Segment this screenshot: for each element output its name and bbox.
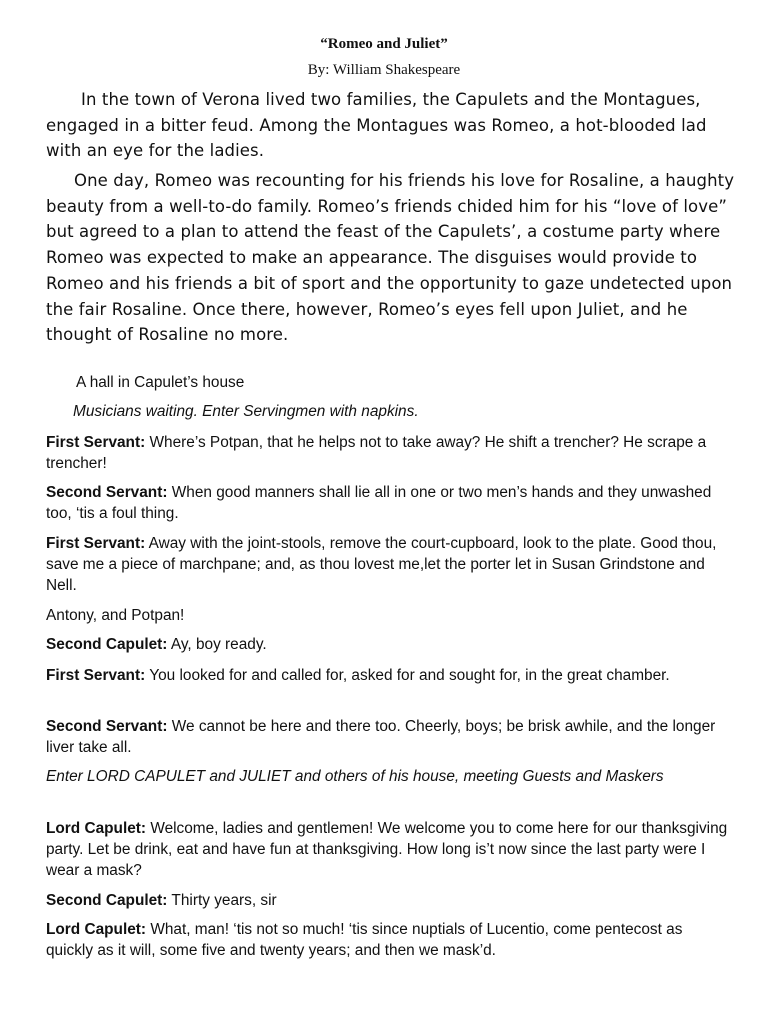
dialogue-text: Where’s Potpan, that he helps not to take away? He shift a trencher? He scrape a trencher! bbox=[46, 434, 707, 472]
dialogue-text: Welcome, ladies and gentlemen! We welcome you to come here for our thanksgiving party. Let be drink, eat and have fun at thanksgiving. How long is’t now since the last party were I wear a mask? bbox=[46, 820, 728, 879]
dialogue-line bbox=[46, 716, 731, 758]
stage-direction: Musicians waiting. Enter Servingmen with napkins. bbox=[73, 403, 419, 420]
author-byline: By: William Shakespeare bbox=[307, 62, 461, 78]
speaker-name: Lord Capulet: bbox=[46, 820, 147, 837]
dialogue-text: What, man! ‘tis not so much! ‘tis since nuptials of Lucentio, come pentecost as quickly as it will, some five and twenty years; and then we mask’d. bbox=[46, 921, 683, 959]
speaker-name: Lord Capulet: bbox=[46, 921, 147, 938]
scene-location: A hall in Capulet’s house bbox=[76, 374, 245, 391]
dialogue-line bbox=[46, 919, 731, 961]
story-paragraph: In the town of Verona lived two families, the Capulets and the Montagues, engaged in a bitter feud. Among the Montagues was Romeo, a hot-blooded lad with an eye for the ladies. bbox=[46, 90, 707, 161]
speaker-name: Second Servant: bbox=[46, 484, 168, 501]
dialogue-text: Thirty years, sir bbox=[167, 892, 277, 909]
dialogue-line bbox=[46, 533, 731, 596]
speaker-name: First Servant: bbox=[46, 667, 146, 684]
speaker-name: Second Capulet: bbox=[46, 636, 168, 653]
dialogue-line bbox=[46, 432, 731, 474]
dialogue-line bbox=[46, 605, 731, 626]
speaker-name: Second Capulet: bbox=[46, 892, 168, 909]
dialogue-text: Antony, and Potpan! bbox=[46, 607, 185, 624]
dialogue-text: Enter LORD CAPULET and JULIET and others of his house, meeting Guests and Maskers bbox=[46, 768, 664, 785]
document-title: “Romeo and Juliet” bbox=[320, 36, 448, 52]
dialogue-text: You looked for and called for, asked for and sought for, in the great chamber. bbox=[145, 667, 670, 684]
dialogue-text: When good manners shall lie all in one or two men’s hands and they unwashed too, ‘tis a foul thing. bbox=[46, 484, 712, 522]
story-paragraph: One day, Romeo was recounting for his friends his love for Rosaline, a haughty beauty from a well-to-do family. Romeo’s friends chided him for his “love of love” but agreed to a plan to attend the feast of the Capulets’, a costume party where Romeo was expected to make an appearance. The disguises would provide to Romeo and his friends a bit of sport and the opportunity to gaze undetected upon the fair Rosaline. Once there, however, Romeo’s eyes fell upon Juliet, and he thought of Rosaline no more. bbox=[46, 171, 735, 345]
speaker-name: First Servant: bbox=[46, 434, 146, 451]
dialogue-line bbox=[46, 482, 731, 524]
dialogue-line bbox=[46, 634, 731, 655]
dialogue-text: We cannot be here and there too. Cheerly, boys; be brisk awhile, and the longer liver take all. bbox=[46, 718, 716, 756]
dialogue-line bbox=[46, 665, 731, 686]
dialogue-text: Ay, boy ready. bbox=[167, 636, 267, 653]
dialogue-line bbox=[46, 818, 731, 881]
dialogue-line bbox=[46, 890, 731, 911]
dialogue-text: Away with the joint-stools, remove the court-cupboard, look to the plate. Good thou, save me a piece of marchpane; and, as thou lovest me,let the porter let in Susan Grindstone and Nell. bbox=[46, 535, 717, 594]
stage-direction bbox=[46, 766, 731, 787]
speaker-name: First Servant: bbox=[46, 535, 146, 552]
speaker-name: Second Servant: bbox=[46, 718, 168, 735]
